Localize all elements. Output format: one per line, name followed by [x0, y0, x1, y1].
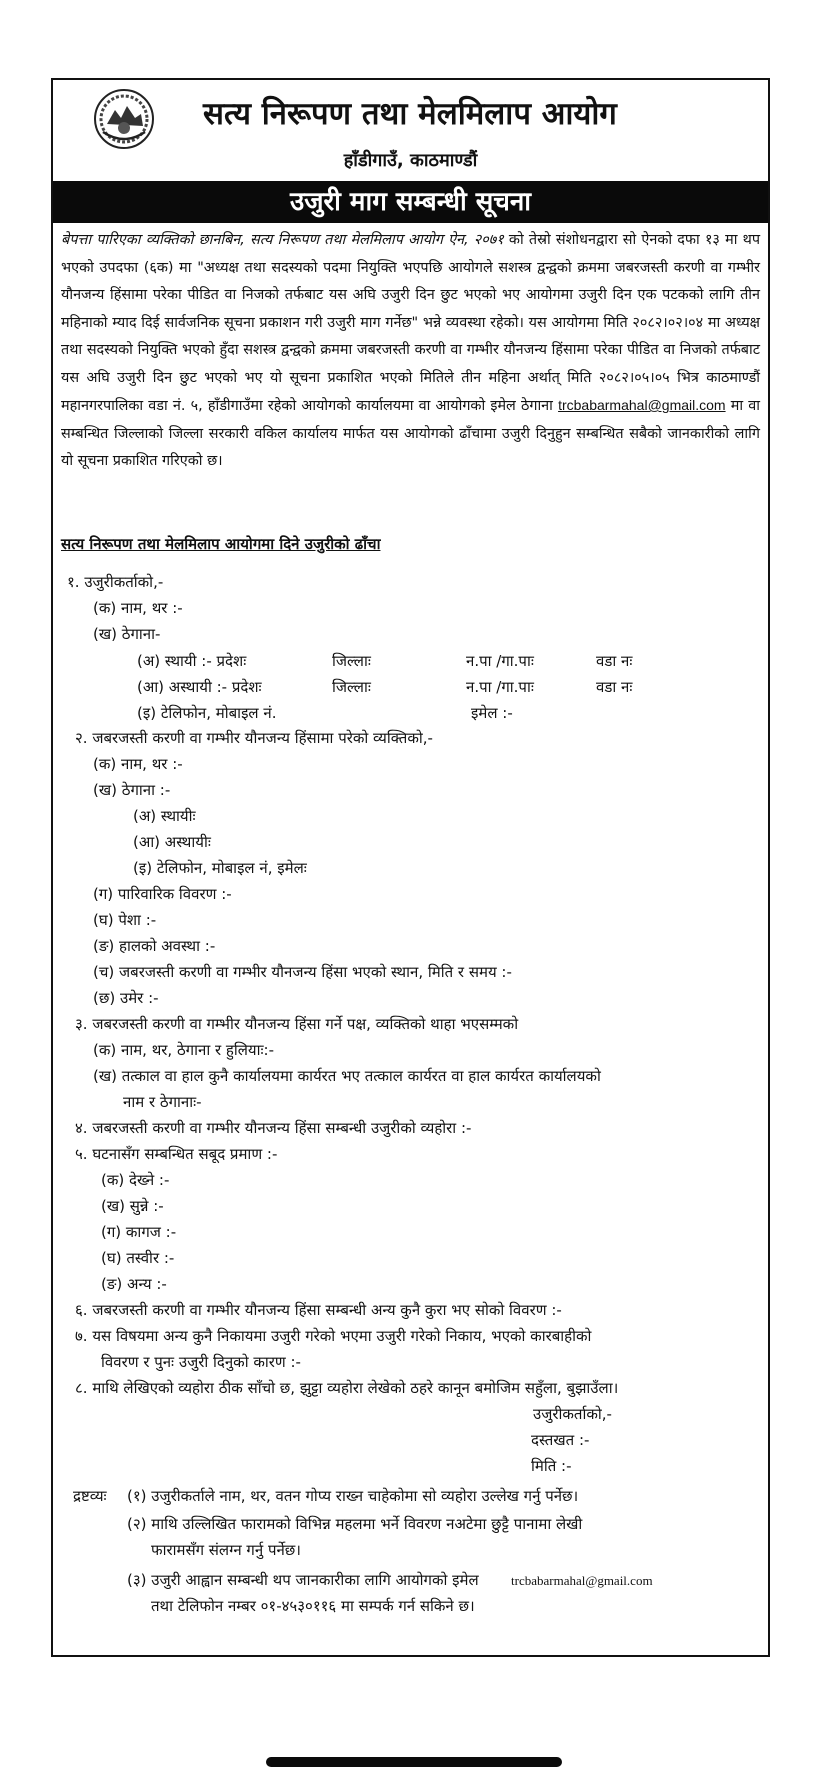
form-1-temporary-municipality: न.पा /गा.पाः — [466, 678, 534, 696]
form-2-occupation: (घ) पेशा :- — [93, 911, 157, 929]
signature-date: मिति :- — [531, 1457, 572, 1475]
signature-complainant: उजुरीकर्ताको,- — [533, 1405, 612, 1423]
form-2-age: (छ) उमेर :- — [93, 989, 159, 1007]
notice-document — [51, 78, 770, 1657]
form-1-phone: (इ) टेलिफोन, मोबाइल नं. — [137, 704, 277, 722]
note-2-line-1: (२) माथि उल्लिखित फारामको विभिन्न महलमा भर्ने विवरण नअटेमा छुट्टै पानामा लेखी — [127, 1515, 583, 1533]
form-section-5: ५. घटनासँग सम्बन्धित सबूद प्रमाण :- — [75, 1145, 278, 1163]
intro-paragraph — [61, 227, 760, 476]
intro-email-link[interactable]: trcbabarmahal@gmail.com — [558, 397, 726, 413]
form-2-contact: (इ) टेलिफोन, मोबाइल नं, इमेलः — [133, 859, 307, 877]
form-section-7-line-1: ७. यस विषयमा अन्य कुनै निकायमा उजुरी गरेको भएमा उजुरी गरेको निकाय, भएको कारबाहीको — [75, 1327, 592, 1345]
form-1-temporary-ward: वडा नः — [596, 678, 633, 696]
form-2-temporary: (आ) अस्थायीः — [133, 833, 211, 851]
intro-body-1: को तेस्रो संशोधनद्वारा सो ऐनको दफा १३ मा थप भएको उपदफा (६क) मा "अध्यक्ष तथा सदस्यको पदमा नियुक्ति भएपछि आयोगले सशस्त्र द्वन्द्वको क्रममा जबरजस्ती करणी वा गम्भीर यौनजन्य हिंसामा परेका पीडित वा निजको तर्फबाट यस अघि उजुरी दिन छुट भएको भए आयोगमा उजुरी दिन एक पटकको लागि तीन महिनाको म्याद दिई सार्वजनिक सूचना प्रकाशन गरी उजुरी माग गर्नेछ" भन्ने व्यवस्था रहेको। यस आयोगमा मिति २०८२।०२।०४ मा अध्यक्ष तथा सदस्यको नियुक्ति भएको हुँदा सशस्त्र द्वन्द्वको क्रममा जबरजस्ती करणी वा गम्भीर यौनजन्य हिंसामा परेका पीडित वा निजको तर्फबाट यस अघि उजुरी दिन छुट भएको भए यो सूचना प्रकाशित भएको मितिले तीन महिना अर्थात् मिति २०८२।०५।०५ भित्र काठमाण्डौं महानगरपालिका वडा नं. ५, हाँडीगाउँमा रहेको आयोगको कार्यालयमा वा आयोगको इमेल ठेगाना — [61, 232, 760, 414]
notes-label: द्रष्टव्यः — [73, 1487, 107, 1505]
note-1: (१) उजुरीकर्ताले नाम, थर, वतन गोप्य राख्न चाहेकोमा सो व्यहोरा उल्लेख गर्नु पर्नेछ। — [127, 1487, 579, 1505]
form-section-3: ३. जबरजस्ती करणी वा गम्भीर यौनजन्य हिंसा गर्ने पक्ष, व्यक्तिको थाहा भएसम्मको — [75, 1015, 519, 1033]
note-3-line-2: तथा टेलिफोन नम्बर ०१-४५३०११६ मा सम्पर्क गर्न सकिने छ। — [151, 1597, 475, 1615]
form-section-6: ६. जबरजस्ती करणी वा गम्भीर यौनजन्य हिंसा सम्बन्धी अन्य कुनै कुरा भए सोको विवरण :- — [75, 1301, 562, 1319]
signature-sign: दस्तखत :- — [531, 1431, 590, 1449]
form-2-address: (ख) ठेगाना :- — [93, 781, 171, 799]
home-indicator[interactable] — [266, 1757, 562, 1767]
form-5-seen: (क) देख्ने :- — [101, 1171, 170, 1189]
form-1-temporary-district: जिल्लाः — [332, 678, 371, 696]
form-title: सत्य निरूपण तथा मेलमिलाप आयोगमा दिने उजुरीको ढाँचा — [61, 535, 381, 553]
form-1-temporary: (आ) अस्थायी :- प्रदेशः — [137, 678, 262, 696]
notice-title-banner: उजुरी माग सम्बन्धी सूचना — [53, 181, 768, 223]
form-2-condition: (ङ) हालको अवस्था :- — [93, 937, 216, 955]
form-section-1: १. उजुरीकर्ताको,- — [67, 573, 164, 591]
intro-body-2: मा वा सम्बन्धित जिल्लाको जिल्ला सरकारी वकिल कार्यालय मार्फत यस आयोगको ढाँचामा उजुरी दिनुहुन सम्बन्धित सबैको जानकारीको लागि यो सूचना प्रकाशित गरिएको छ। — [61, 398, 760, 469]
form-section-4: ४. जबरजस्ती करणी वा गम्भीर यौनजन्य हिंसा सम्बन्धी उजुरीको व्यहोरा :- — [75, 1119, 472, 1137]
form-section-8: ८. माथि लेखिएको व्यहोरा ठीक साँचो छ, झुट्टा व्यहोरा लेखेको ठहरे कानून बमोजिम सहुँला, बुझाउँला। — [75, 1379, 619, 1397]
form-1-permanent-ward: वडा नः — [596, 652, 633, 670]
org-address: हाँडीगाउँ, काठमाण्डौं — [343, 150, 478, 171]
form-1-address: (ख) ठेगाना- — [93, 625, 161, 643]
form-1-permanent-municipality: न.पा /गा.पाः — [466, 652, 534, 670]
form-5-photos: (घ) तस्वीर :- — [101, 1249, 175, 1267]
form-3-identity: (क) नाम, थर, ठेगाना र हुलियाः:- — [93, 1041, 274, 1059]
form-2-permanent: (अ) स्थायीः — [133, 807, 196, 825]
form-3-office-line-1: (ख) तत्काल वा हाल कुनै कार्यालयमा कार्यरत भए तत्काल कार्यरत वा हाल कार्यरत कार्यालयको — [93, 1067, 601, 1085]
form-3-office-line-2: नाम र ठेगानाः- — [123, 1093, 202, 1111]
form-5-heard: (ख) सुन्ने :- — [101, 1197, 164, 1215]
note-3-line-1: (३) उजुरी आह्वान सम्बन्धी थप जानकारीका लागि आयोगको इमेल — [127, 1571, 479, 1589]
form-1-name: (क) नाम, थर :- — [93, 599, 183, 617]
form-5-documents: (ग) कागज :- — [101, 1223, 177, 1241]
form-section-7-line-2: विवरण र पुनः उजुरी दिनुको कारण :- — [101, 1353, 301, 1371]
note-2-line-2: फारामसँग संलग्न गर्नु पर्नेछ। — [151, 1541, 301, 1559]
intro-lead: बेपत्ता पारिएका व्यक्तिको छानबिन, सत्य निरूपण तथा मेलमिलाप आयोग ऐन, २०७१ — [61, 232, 504, 248]
form-2-incident: (च) जबरजस्ती करणी वा गम्भीर यौनजन्य हिंसा भएको स्थान, मिति र समय :- — [93, 963, 512, 981]
form-1-permanent-district: जिल्लाः — [332, 652, 371, 670]
emblem-icon — [93, 88, 155, 150]
form-2-name: (क) नाम, थर :- — [93, 755, 183, 773]
org-name: सत्य निरूपण तथा मेलमिलाप आयोग — [203, 96, 617, 132]
form-1-email: इमेल :- — [471, 704, 513, 722]
form-section-2: २. जबरजस्ती करणी वा गम्भीर यौनजन्य हिंसामा परेको व्यक्तिको,- — [75, 729, 433, 747]
form-1-permanent: (अ) स्थायी :- प्रदेशः — [137, 652, 247, 670]
note-3-email[interactable]: trcbabarmahal@gmail.com — [511, 1573, 653, 1588]
form-5-other: (ङ) अन्य :- — [101, 1275, 167, 1293]
notice-header — [53, 80, 768, 217]
form-2-family: (ग) पारिवारिक विवरण :- — [93, 885, 232, 903]
